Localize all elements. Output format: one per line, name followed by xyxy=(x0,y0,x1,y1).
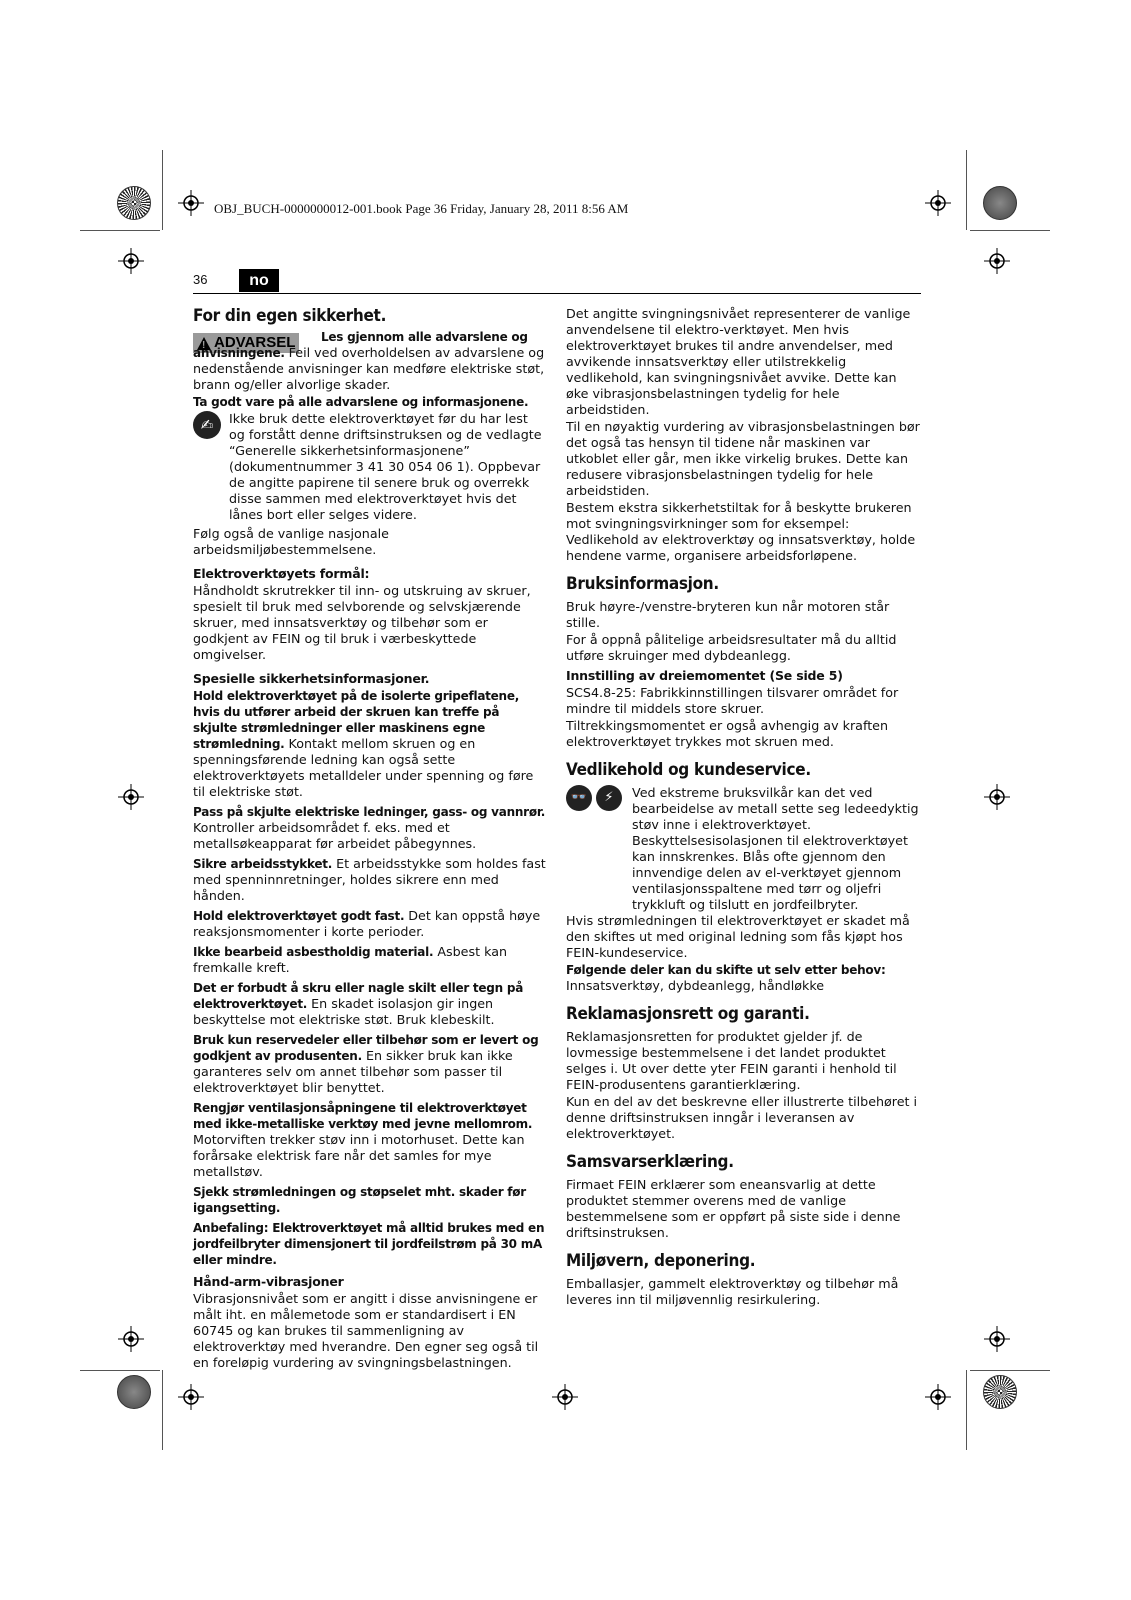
crop-mark xyxy=(162,150,163,230)
safety-item-text: Motorviften trekker støv inn i motorhuset. Dette kan forårsake elektrisk fare når det samles for mye metallstøv. xyxy=(193,1132,525,1179)
crop-mark xyxy=(970,1370,1050,1371)
usage-p2: For å oppnå pålitelige arbeidsresultater må du alltid utføre skruinger med dybdeanlegg. xyxy=(566,632,897,663)
rcd-switch-icon: ⚡ xyxy=(596,785,622,811)
maintenance-p1: Ved ekstreme bruksvilkår kan det ved bearbeidelse av metall sette seg ledeedyktig støv inne i elektroverktøyet. Beskyttelsesisolasjonen til elektroverktøyet kan innskrenkes. Blås ofte gjennom den innvendige delen av el-verktøyet gjennom ventilasjonsspaltene med tørr og oljefri trykkluft og tilslutt en jordfeilbryter. xyxy=(632,785,919,912)
crosshair-mark xyxy=(178,190,204,216)
registration-dot-top-right xyxy=(983,186,1017,220)
safety-item xyxy=(193,804,547,852)
purpose-heading: Elektroverktøyets formål: xyxy=(193,566,370,581)
maintenance-parts xyxy=(566,962,921,994)
safety-item-bold: Sjekk strømledningen og støpselet mht. skader før igangsetting. xyxy=(193,1185,526,1215)
safety-item-bold: Bruk kun reservedeler eller tilbehør som er levert og godkjent av produsenten. xyxy=(193,1033,539,1063)
safety-item-bold: Ikke bearbeid asbestholdig material. xyxy=(193,945,434,959)
crosshair-mark xyxy=(925,190,951,216)
maintenance-block xyxy=(566,785,921,913)
crosshair-mark xyxy=(552,1384,578,1410)
crosshair-mark xyxy=(984,248,1010,274)
keep-notice: Ta godt vare på alle advarslene og informasjonene. xyxy=(193,395,529,409)
follow-text: Følg også de vanlige nasjonale arbeidsmiljøbestemmelsene. xyxy=(193,526,389,557)
crop-mark xyxy=(80,230,160,231)
language-tab: no xyxy=(239,269,279,292)
torque-heading: Innstilling av dreiemomentet (Se side 5) xyxy=(566,668,843,683)
safety-item-bold: Hold elektroverktøyet godt fast. xyxy=(193,909,405,923)
safety-item xyxy=(193,856,547,904)
safety-item-bold: Rengjør ventilasjonsåpningene til elektroverktøyet med ikke-metalliske verktøy med jevne mellomrom. xyxy=(193,1101,533,1131)
safety-item xyxy=(193,1032,547,1096)
section-title-warranty: Reklamasjonsrett og garanti. xyxy=(566,1004,810,1024)
safety-item-bold: Det er forbudt å skru eller nagle skilt eller tegn på elektroverktøyet. xyxy=(193,981,524,1011)
maintenance-parts-text: Innsatsverktøy, dybdeanlegg, håndløkke xyxy=(566,978,825,993)
safety-item xyxy=(193,1184,547,1216)
page-number: 36 xyxy=(193,272,208,287)
safety-item-text: En skadet isolasjon gir ingen beskyttelse mot elektriske støt. Bruk klebeskilt. xyxy=(193,996,495,1027)
safety-item xyxy=(193,688,547,800)
warning-text: Feil ved overholdelsen av advarslene og nedenstående anvisninger kan medføre elektriske støt, brann og/eller alvorlige skader. xyxy=(193,345,545,392)
conformity-p1: Firmaet FEIN erklærer som eneansvarlig at dette produktet stemmer overens med de vanlige bestemmelsene som er oppført på siste side i denne driftsinstruksen. xyxy=(566,1177,901,1240)
warranty-p1: Reklamasjonsretten for produktet gjelder jf. de lovmessige bestemmelsene i det landet produktet selges i. Ut over dette yter FEIN garanti i henhold til FEIN-produsentens garantierklæring. xyxy=(566,1029,897,1092)
safety-item-bold: Anbefaling: Elektroverktøyet må alltid brukes med en jordfeilbryter dimensjonert til jordfeilstrøm på 30 mA eller mindre. xyxy=(193,1221,545,1267)
maintenance-p2: Hvis strømledningen til elektroverktøyet er skadet må den skiftes ut med original ledning som fås kjøpt hos FEIN-kundeservice. xyxy=(566,913,910,960)
crosshair-mark xyxy=(925,1384,951,1410)
vibration-heading: Hånd-arm-vibrasjoner xyxy=(193,1274,344,1289)
crosshair-mark xyxy=(118,784,144,810)
registration-sunburst-bottom-right xyxy=(983,1375,1017,1409)
safety-item-text: En sikker bruk kan ikke garanteres selv om annet tilbehør som passer til elektroverktøyet blir benyttet. xyxy=(193,1048,513,1095)
left-column xyxy=(193,306,547,1372)
vibration-p1: Det angitte svingningsnivået representerer de vanlige anvendelsene til elektro-verktøyet. Men hvis elektroverktøyet brukes til andre anvendelser, med avvikende innsatsverktøy eller utilstrekkelig vedlikehold, kan svingningsnivået avvike. Dette kan øke vibrasjonsbelastningen tydelig for hele arbeidstiden. xyxy=(566,306,911,417)
safety-item xyxy=(193,1100,547,1180)
safety-item xyxy=(193,1220,547,1268)
safety-item-text: Kontroller arbeidsområdet f. eks. med et metallsøkeapparat før arbeidet påbegynnes. xyxy=(193,820,477,851)
safety-item-bold: Pass på skjulte elektriske ledninger, gass- og vannrør. xyxy=(193,805,546,819)
safety-item xyxy=(193,980,547,1028)
right-column xyxy=(566,306,921,1309)
crosshair-mark xyxy=(984,1326,1010,1352)
vibration-p3: Bestem ekstra sikkerhetstiltak for å beskytte brukeren mot svingningsvirkninger som for eksempel: Vedlikehold av elektroverktøy og innsatsverktøy, holde hendene varme, organisere arbeidsforløpene. xyxy=(566,500,916,563)
eye-protection-icon: 👓 xyxy=(566,785,592,811)
read-manual-text: Ikke bruk dette elektroverktøyet før du har lest og forstått denne driftsinstruksen og de vedlagte “Generelle sikkerhetsinformasjonene” (dokumentnummer 3 41 30 054 06 1). Oppbevar de angitte papirene til senere bruk og overrekk disse sammen med elektroverktøyet hvis det lånes bort eller selges videre. xyxy=(229,411,542,522)
crosshair-mark xyxy=(984,784,1010,810)
crosshair-mark xyxy=(118,1326,144,1352)
safety-item-text: Asbest kan fremkalle kreft. xyxy=(193,944,508,975)
crop-mark xyxy=(162,1370,163,1450)
warning-triangle-icon xyxy=(197,337,211,350)
vibration-text: Vibrasjonsnivået som er angitt i disse anvisningene er målt iht. en målemetode som er standardisert i EN 60745 og kan brukes til sammenligning av elektroverktøy med hverandre. Den egner seg også til en foreløpig vurdering av svingningsbelastningen. xyxy=(193,1291,539,1370)
safety-item xyxy=(193,944,547,976)
advarsel-label: ADVARSEL xyxy=(214,334,296,351)
section-title-maintenance: Vedlikehold og kundeservice. xyxy=(566,760,811,780)
read-manual-block xyxy=(193,411,547,523)
safety-items-list xyxy=(193,688,547,1268)
crop-mark xyxy=(970,230,1050,231)
crop-mark xyxy=(966,1370,967,1450)
crop-mark xyxy=(966,150,967,230)
crosshair-mark xyxy=(118,248,144,274)
section-title-environment: Miljøvern, deponering. xyxy=(566,1251,756,1271)
safety-item-bold: Sikre arbeidsstykket. xyxy=(193,857,333,871)
registration-dot-bottom-left xyxy=(117,1375,151,1409)
warranty-p2: Kun en del av det beskrevne eller illustrerte tilbehøret i denne driftsinstruksen inngår i leveransen av elektroverktøyet. xyxy=(566,1094,918,1141)
safety-item-text: Kontakt mellom skruen og en spenningsførende ledning kan også sette elektroverktøyets metalldeler under spenning og føre til elektriske støt. xyxy=(193,736,534,799)
torque-p1: SCS4.8-25: Fabrikkinnstillingen tilsvarer området for mindre til middels store skruer. xyxy=(566,685,899,716)
safety-item xyxy=(193,908,547,940)
vibration-p2: Til en nøyaktig vurdering av vibrasjonsbelastningen bør det også tas hensyn til tidene når maskinen var utkoblet eller går, men ikke virkelig brukes. Dette kan redusere vibrasjonsbelastningen tydelig for hele arbeidstiden. xyxy=(566,419,920,498)
maintenance-parts-bold: Følgende deler kan du skifte ut selv etter behov: xyxy=(566,963,886,977)
special-heading: Spesielle sikkerhetsinformasjoner. xyxy=(193,671,430,686)
book-info-line: OBJ_BUCH-0000000012-001.book Page 36 Friday, January 28, 2011 8:56 AM xyxy=(214,201,629,216)
section-title-usage: Bruksinformasjon. xyxy=(566,574,719,594)
section-title-conformity: Samsvarserklæring. xyxy=(566,1152,734,1172)
torque-p2: Tiltrekkingsmomentet er også avhengig av kraften elektroverktøyet trykkes mot skruen med. xyxy=(566,718,889,749)
purpose-text: Håndholdt skrutrekker til inn- og utskruing av skruer, spesielt til bruk med selvborende og selvskjærende skruer, med innsatsverktøy og tilbehør som er godkjent av FEIN og til bruk i værbeskyttede omgivelser. xyxy=(193,583,531,662)
crosshair-mark xyxy=(178,1384,204,1410)
warning-bold: Les gjennom alle advarslene og anvisningene. xyxy=(193,330,528,360)
section-title-safety: For din egen sikkerhet. xyxy=(193,306,387,326)
safety-item-text: Det kan oppstå høye reaksjonsmomenter i korte perioder. xyxy=(193,908,541,939)
read-manual-icon: ✍ xyxy=(193,411,221,439)
usage-p1: Bruk høyre-/venstre-bryteren kun når motoren står stille. xyxy=(566,599,890,630)
safety-item-text: Et arbeidsstykke som holdes fast med spenninnretninger, holdes sikrere enn med hånden. xyxy=(193,856,546,903)
registration-sunburst-top-left xyxy=(117,186,151,220)
safety-item-bold: Hold elektroverktøyet på de isolerte gripeflatene, hvis du utfører arbeid der skruen kan treffe på skjulte strømledninger eller maskinens egne strømledning. xyxy=(193,689,520,751)
environment-p1: Emballasjer, gammelt elektroverktøy og tilbehør må leveres inn til miljøvennlig resirkulering. xyxy=(566,1276,899,1307)
crop-mark xyxy=(80,1370,160,1371)
header-rule xyxy=(193,293,921,294)
